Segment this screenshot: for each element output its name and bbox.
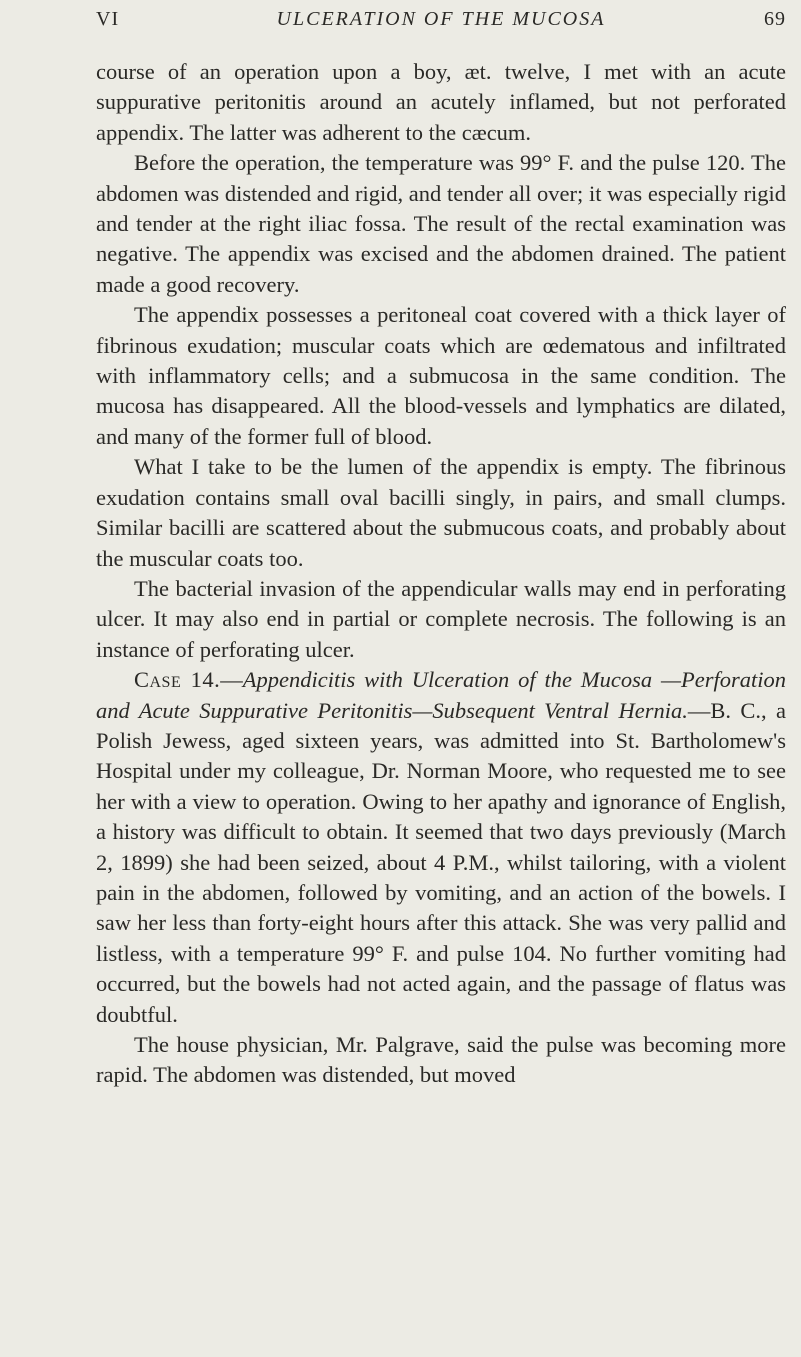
case-text: —B. C., a Polish Jewess, aged sixteen years, was admitted into St. Bartholomew's Hospital under my colleague, Dr. Norman Moore, who requested me to see her with a view to operation. Owing to her apathy and ignorance of English, a history was difficult to obtain. It seemed that two days previously (March 2, 1899) she had been seized, about 4 P.M., whilst tailoring, with a violent pain in the abdomen, followed by vomiting, and an action of the bowels. I saw her less than forty-eight hours after this attack. She was very pallid and listless, with a temperature 99° F. and pulse 104. No further vomiting had occurred, but the bowels had not acted again, and the passage of flatus was doubtful. <box>96 697 786 1027</box>
case-dash: — <box>220 667 243 693</box>
body-text <box>96 57 786 1091</box>
case-title: Appendicitis with Ulceration of the Mucosa —Perforation and Acute Suppurative Peritonitis—Subsequent Ventral Hernia. <box>96 667 786 723</box>
page-number: 69 <box>764 8 786 30</box>
paragraph-lumen-bacilli: What I take to be the lumen of the appendix is empty. The fibrinous exudation contains small oval bacilli singly, in pairs, and small clumps. Similar bacilli are scattered about the submucous coats, and probably about the muscular coats too. <box>96 454 786 571</box>
paragraph-bacterial-invasion: The bacterial invasion of the appendicular walls may end in perforating ulcer. It may also end in partial or complete necrosis. The following is an instance of perforating ulcer. <box>96 575 786 662</box>
case-label: Case 14. <box>134 667 221 693</box>
paragraph-preoperative-findings: Before the operation, the temperature was 99° F. and the pulse 120. The abdomen was distended and rigid, and tender all over; it was especially rigid and tender at the right iliac fossa. The result of the rectal examination was negative. The appendix was excised and the abdomen drained. The patient made a good recovery. <box>96 150 786 297</box>
case-paragraph <box>96 665 786 1030</box>
running-header <box>96 8 786 36</box>
chapter-number: VI <box>96 8 120 30</box>
paragraph-pathology: The appendix possesses a peritoneal coat covered with a thick layer of fibrinous exudation; muscular coats which are œdematous and infiltrated with inflammatory cells; and a submucosa in the same condition. The mucosa has disappeared. All the blood-vessels and lymphatics are dilated, and many of the former full of blood. <box>96 302 786 449</box>
paragraph-continued: course of an operation upon a boy, æt. twelve, I met with an acute suppurative peritonitis around an acutely inflamed, but not perforated appendix. The latter was adherent to the cæcum. <box>96 59 786 145</box>
paragraph-house-physician: The house physician, Mr. Palgrave, said the pulse was becoming more rapid. The abdomen was distended, but moved <box>96 1032 786 1088</box>
running-title: ULCERATION OF THE MUCOSA <box>276 8 606 30</box>
